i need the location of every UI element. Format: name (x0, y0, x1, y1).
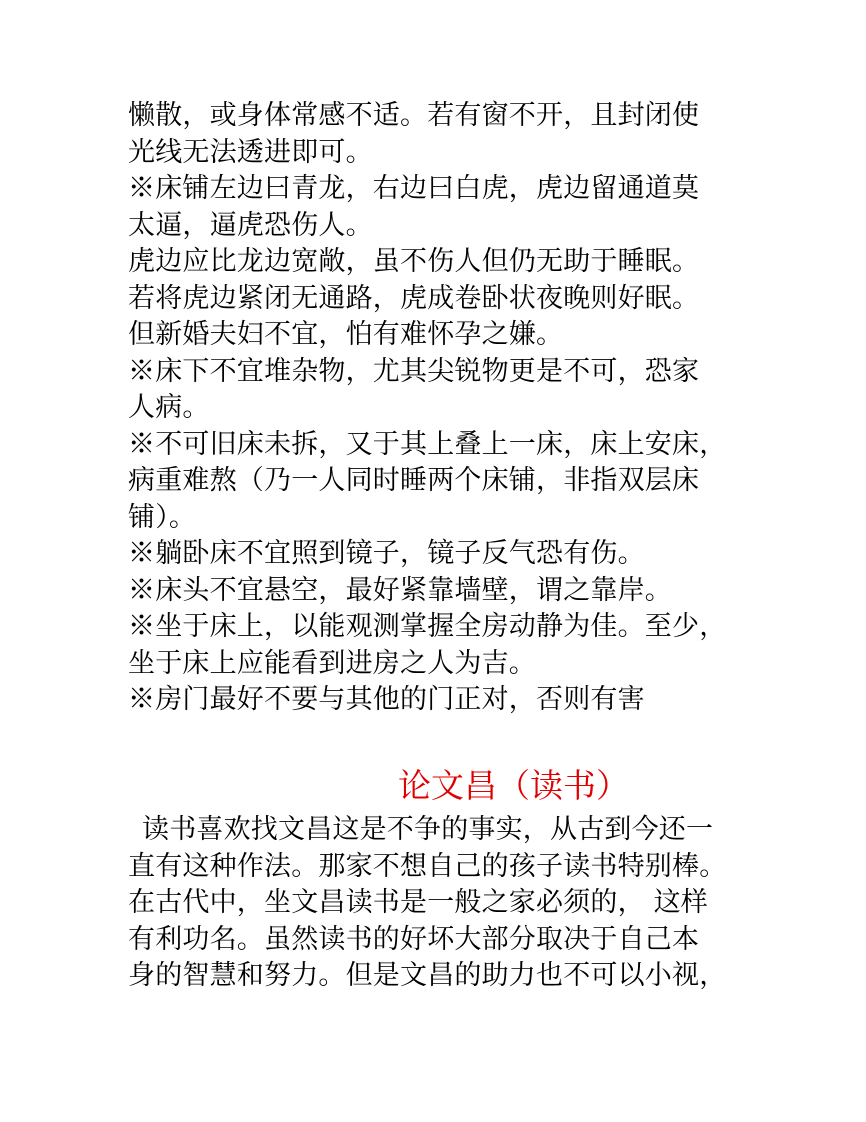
text-line: ※床铺左边曰青龙，右边曰白虎，虎边留通道莫 (128, 173, 700, 204)
text-line: 直有这种作法。那家不想自己的孩子读书特别棒。 (128, 850, 727, 882)
text-line: ※坐于床上，以能观测掌握全房动静为佳。至少， (128, 611, 727, 642)
text-line: 光线无法透进即可。 (128, 136, 373, 168)
section-wenchang-text (128, 812, 748, 995)
text-line: 身的智慧和努力。但是文昌的助力也不可以小视， (128, 960, 727, 991)
text-line: 在古代中，坐文昌读书是一般之家必须的， 这样 (128, 887, 708, 918)
text-line: 人病。 (128, 392, 210, 423)
section-bedroom-text (128, 98, 748, 719)
text-line: ※不可旧床未拆，又于其上叠上一床，床上安床， (128, 428, 727, 460)
text-line: 有利功名。虽然读书的好坏大部分取决于自己本 (128, 923, 700, 955)
text-line: ※床下不宜堆杂物，尤其尖锐物更是不可，恐家 (128, 355, 700, 387)
section-heading: 论文昌（读书） (398, 766, 629, 805)
text-line: 坐于床上应能看到进房之人为吉。 (128, 647, 536, 679)
text-line: 太逼，逼虎恐伤人。 (128, 209, 373, 241)
text-line: ※床头不宜悬空，最好紧靠墙壁，谓之靠岸。 (128, 574, 672, 606)
text-line: 病重难熬（乃一人同时睡两个床铺，非指双层床 (128, 465, 700, 496)
text-line: 铺）。 (128, 501, 197, 533)
section-heading-wrap (398, 764, 798, 808)
text-line: 虎边应比龙边宽敞，虽不伤人但仍无助于睡眠。 (128, 246, 700, 277)
text-line: 若将虎边紧闭无通路，虎成卷卧状夜晚则好眠。 (128, 282, 700, 314)
text-line: ※房门最好不要与其他的门正对，否则有害 (128, 684, 645, 715)
text-line: 但新婚夫妇不宜，怕有难怀孕之嫌。 (128, 319, 564, 350)
text-line: 读书喜欢找文昌这是不争的事实，从古到今还一 (142, 814, 714, 845)
text-line: ※躺卧床不宜照到镜子，镜子反气恐有伤。 (128, 538, 645, 569)
text-line: 懒散，或身体常感不适。若有窗不开，且封闭使 (128, 100, 700, 131)
